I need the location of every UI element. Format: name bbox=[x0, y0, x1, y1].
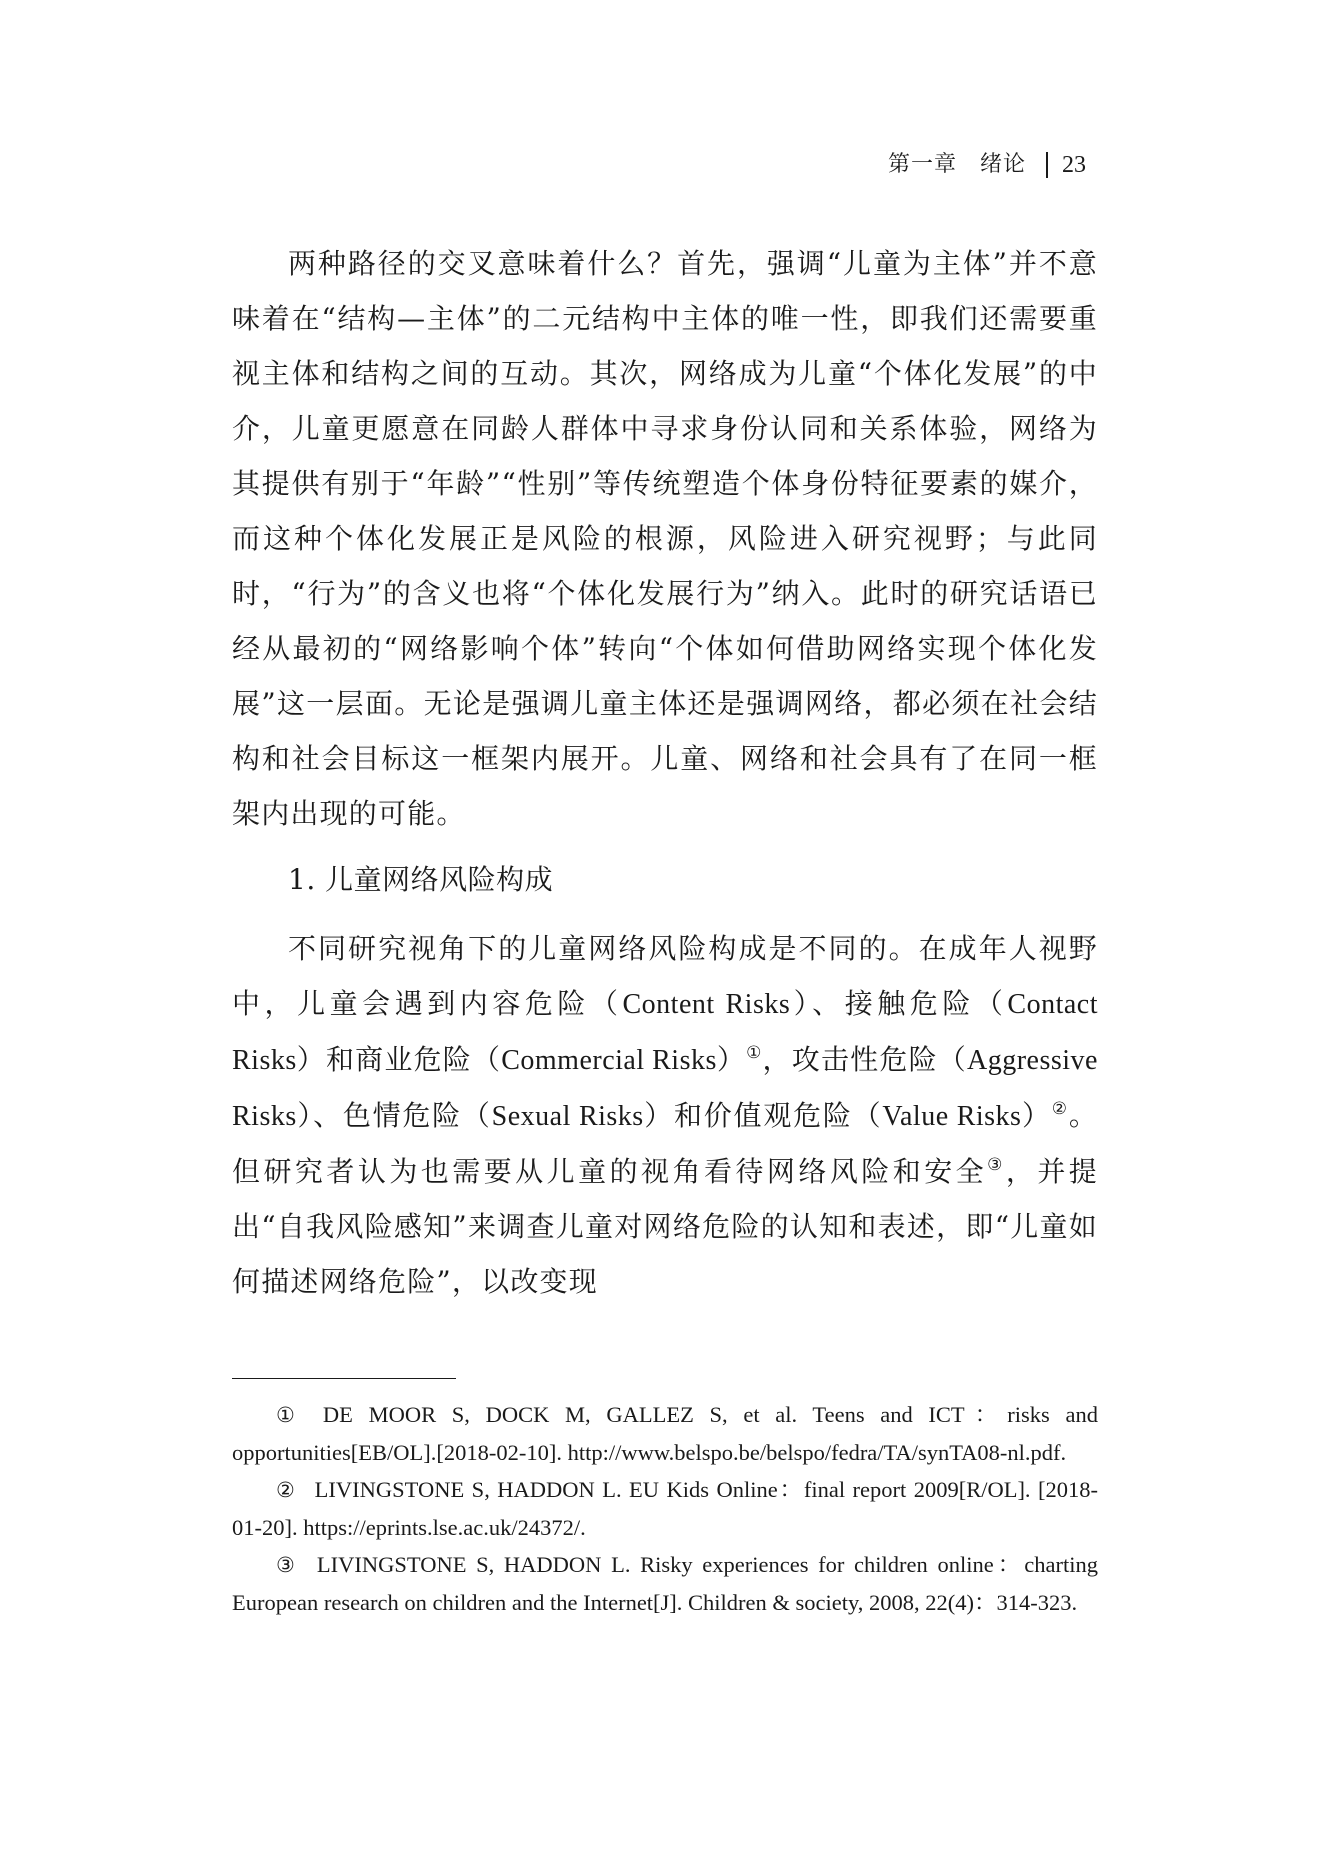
text-run: ）和价值观危险（ bbox=[643, 1099, 883, 1132]
footnote-ref-2[interactable]: ② bbox=[1051, 1099, 1069, 1119]
term-contact-risks: Contact Risks bbox=[232, 989, 1098, 1076]
footnote-2 bbox=[232, 1471, 1098, 1546]
page-number: 23 bbox=[1062, 152, 1086, 178]
term-value-risks: Value Risks bbox=[882, 1101, 1022, 1132]
paragraph-text bbox=[232, 921, 1098, 1309]
footnote-marker: ② bbox=[276, 1478, 297, 1502]
footnote-marker: ③ bbox=[276, 1553, 299, 1577]
text-run: 不同研究视角下的儿童网络风险构成是不同的。在成年人视野中，儿童会遇到内容危险（ bbox=[232, 932, 1098, 1020]
section-heading: 1. 儿童网络风险构成 bbox=[288, 863, 554, 896]
text-run: ）和商业危险（ bbox=[296, 1043, 502, 1076]
footnote-marker: ① bbox=[276, 1403, 305, 1427]
footnotes bbox=[232, 1396, 1098, 1621]
text-run: ） bbox=[716, 1043, 747, 1076]
body-paragraph-1 bbox=[232, 236, 1098, 841]
footnote-ref-1[interactable]: ① bbox=[746, 1043, 763, 1063]
term-content-risks: Content Risks bbox=[622, 989, 791, 1020]
chapter-title: 第一章 绪论 bbox=[887, 152, 1026, 177]
text-run: 。但研究者认为也需要从儿童的视角看待网络风险和安全 bbox=[232, 1099, 1099, 1188]
term-aggressive-risks: Aggressive Risks bbox=[232, 1045, 1098, 1132]
text-run: ，并提出“自我风险感知”来调查儿童对网络危险的认知和表述，即“儿童如何描述网络危险”，以改变现 bbox=[232, 1155, 1098, 1298]
footnote-text: LIVINGSTONE S, HADDON L. EU Kids Online：final report 2009[R/OL]. [2018-01-20]. https://eprints.lse.ac.uk/24372/. bbox=[232, 1477, 1098, 1540]
term-commercial-risks: Commercial Risks bbox=[501, 1045, 717, 1076]
header-divider bbox=[1046, 152, 1048, 178]
text-run: ，攻击性危险（ bbox=[762, 1043, 967, 1076]
text-run: ）、接触危险（ bbox=[790, 987, 1008, 1020]
term-sexual-risks: Sexual Risks bbox=[491, 1101, 644, 1132]
footnote-ref-3[interactable]: ③ bbox=[987, 1155, 1006, 1175]
footnote-text: DE MOOR S, DOCK M, GALLEZ S, et al. Teens and ICT：risks and opportunities[EB/OL].[2018-02-10]. http://www.belspo.be/belspo/fedra/TA/synTA08-nl.pdf. bbox=[232, 1402, 1098, 1465]
running-header bbox=[888, 150, 1086, 180]
footnote-3 bbox=[232, 1546, 1098, 1621]
text-run: ）、色情危险（ bbox=[296, 1099, 492, 1132]
footnote-text: LIVINGSTONE S, HADDON L. Risky experiences for children online：charting European research on children and the Internet[J]. Children & society, 2008, 22(4)：314-323. bbox=[232, 1552, 1098, 1615]
body-paragraph-2 bbox=[232, 921, 1098, 1309]
footnote-divider bbox=[232, 1378, 456, 1379]
footnote-1 bbox=[232, 1396, 1098, 1471]
paragraph-text: 两种路径的交叉意味着什么？首先，强调“儿童为主体”并不意味着在“结构—主体”的二元结构中主体的唯一性，即我们还需要重视主体和结构之间的互动。其次，网络成为儿童“个体化发展”的中介，儿童更愿意在同龄人群体中寻求身份认同和关系体验，网络为其提供有别于“年龄”“性别”等传统塑造个体身份特征要素的媒介，而这种个体化发展正是风险的根源，风险进入研究视野；与此同时，“行为”的含义也将“个体化发展行为”纳入。此时的研究话语已经从最初的“网络影响个体”转向“个体如何借助网络实现个体化发展”这一层面。无论是强调儿童主体还是强调网络，都必须在社会结构和社会目标这一框架内展开。儿童、网络和社会具有了在同一框架内出现的可能。 bbox=[232, 247, 1098, 830]
text-run: ） bbox=[1021, 1099, 1052, 1132]
